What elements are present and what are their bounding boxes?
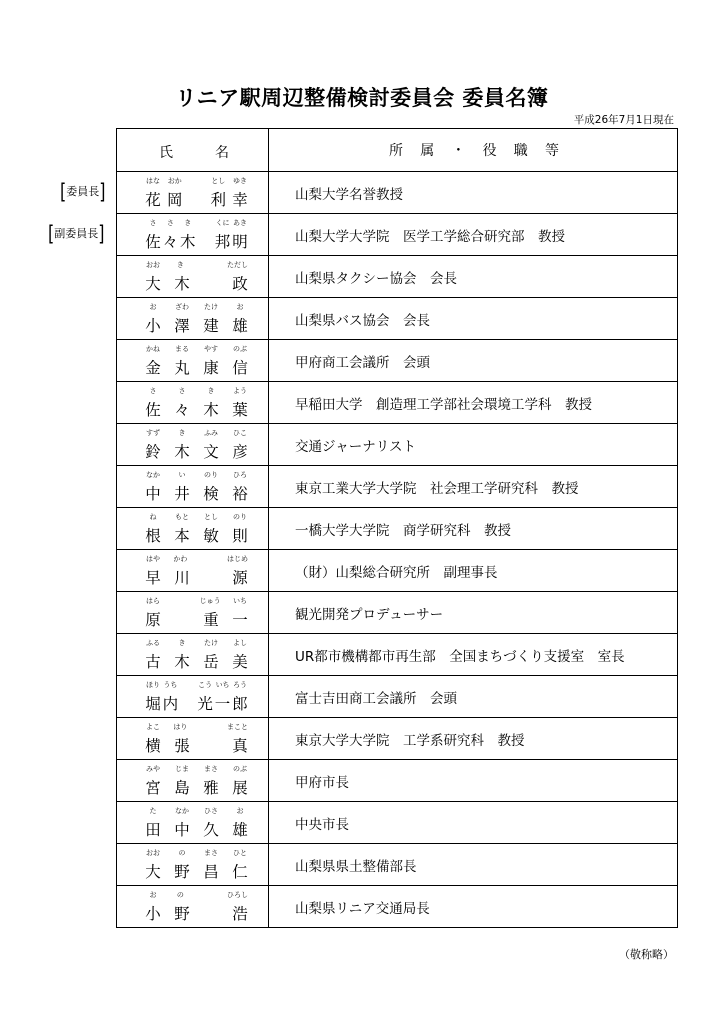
as-of-date: 平成26年7月1日現在 (573, 114, 674, 126)
reading-part: ね (149, 513, 157, 521)
name-char: 美 (232, 653, 248, 671)
name-reading (145, 681, 248, 689)
name-char: 田 (145, 821, 161, 839)
reading-part: すず (145, 429, 161, 437)
name-char (203, 570, 219, 586)
reading-part: とし (211, 177, 226, 185)
member-affiliation: 山梨大学名誉教授 (269, 172, 678, 214)
reading-part: ざわ (175, 303, 189, 311)
reading-part: はら (146, 597, 160, 605)
name-char: 幸 (232, 191, 248, 209)
name-char: 源 (232, 569, 248, 587)
name-char: 葉 (232, 401, 248, 419)
name-char: 利 (210, 191, 226, 209)
name-char: 裕 (232, 485, 248, 503)
reading-part: たけ (204, 639, 218, 647)
reading-part: のぶ (233, 345, 247, 353)
name-char: 根 (145, 527, 161, 545)
name-reading (145, 555, 248, 563)
reading-part: さ (149, 219, 157, 227)
member-affiliation: 中央市長 (269, 802, 678, 844)
reading-part: たけ (204, 303, 218, 311)
name-char: 光 (197, 695, 213, 713)
name-char: 井 (174, 485, 190, 503)
reading-part: ひろ (233, 471, 247, 479)
reading-part (200, 555, 216, 563)
member-affiliation: （財）山梨総合研究所 副理事長 (269, 550, 678, 592)
reading-part (200, 723, 216, 731)
member-name (145, 654, 248, 670)
name-reading (145, 177, 248, 185)
name-char: 鈴 (145, 443, 161, 461)
reading-part: かわ (173, 555, 188, 563)
reading-part: なか (175, 807, 189, 815)
name-reading (145, 387, 248, 395)
reading-part (189, 177, 205, 185)
reading-part: みや (146, 765, 160, 773)
reading-part: じゅう (199, 597, 221, 605)
member-name-cell (117, 256, 269, 298)
name-char: 佐 (145, 401, 161, 419)
roster-body (117, 172, 678, 928)
name-char (180, 696, 196, 712)
reading-part: ろう (232, 681, 247, 689)
name-char: 大 (145, 275, 161, 293)
reading-part: はな (146, 177, 160, 185)
table-row (117, 676, 678, 718)
table-row (117, 844, 678, 886)
name-reading (145, 723, 248, 731)
name-reading (145, 891, 248, 899)
reading-part: ひさ (204, 807, 218, 815)
table-row (117, 382, 678, 424)
name-char: 重 (203, 611, 219, 629)
name-reading (145, 597, 248, 605)
name-char: 浩 (232, 905, 248, 923)
name-char: 野 (174, 863, 190, 881)
name-reading (145, 849, 248, 857)
name-char: 仁 (232, 863, 248, 881)
name-char: 堀 (145, 695, 161, 713)
role-label: 副委員長 (54, 226, 99, 240)
reading-part: はじめ (226, 555, 248, 563)
name-char: 昌 (203, 863, 219, 881)
name-char: 張 (174, 737, 190, 755)
reading-part: お (236, 303, 244, 311)
member-affiliation: 山梨県タクシー協会 会長 (269, 256, 678, 298)
reading-part: まさ (204, 765, 218, 773)
member-name (145, 696, 248, 712)
table-row (117, 256, 678, 298)
reading-part: よう (233, 387, 247, 395)
name-column-header (117, 129, 269, 172)
reading-part: よこ (146, 723, 160, 731)
member-affiliation: 早稲田大学 創造理工学部社会環境工学科 教授 (269, 382, 678, 424)
reading-part: ひろし (226, 891, 248, 899)
role-label: 委員長 (66, 184, 100, 198)
member-name-cell (117, 214, 269, 256)
name-char: 信 (232, 359, 248, 377)
role-tag: [ 委員長 ] (60, 178, 106, 204)
member-name (145, 570, 248, 586)
reading-part: の (178, 849, 186, 857)
table-row (117, 466, 678, 508)
reading-part: さ (178, 387, 186, 395)
reading-part: はや (146, 555, 160, 563)
member-affiliation: 甲府市長 (269, 760, 678, 802)
member-name-cell (117, 886, 269, 928)
name-reading (145, 303, 248, 311)
member-name-cell (117, 508, 269, 550)
name-char: 大 (145, 863, 161, 881)
table-row (117, 802, 678, 844)
affiliation-column-header (269, 129, 678, 172)
member-name (145, 276, 248, 292)
name-char: 小 (145, 317, 161, 335)
name-char: 雄 (232, 821, 248, 839)
member-name-cell (117, 550, 269, 592)
reading-part: くに (215, 219, 230, 227)
reading-part: かね (146, 345, 160, 353)
member-affiliation: 交通ジャーナリスト (269, 424, 678, 466)
name-char: 久 (203, 821, 219, 839)
member-name (145, 486, 248, 502)
member-name (145, 864, 248, 880)
name-char: 中 (145, 485, 161, 503)
name-reading (145, 807, 248, 815)
member-name (145, 402, 248, 418)
member-name-cell (117, 760, 269, 802)
name-char: 木 (180, 233, 196, 251)
member-affiliation: 山梨県県土整備部長 (269, 844, 678, 886)
name-char: 明 (232, 233, 248, 251)
reading-part (197, 219, 213, 227)
aff-header-char: 属 (420, 143, 435, 159)
reading-part: いち (232, 597, 247, 605)
name-reading (145, 639, 248, 647)
name-char: 古 (145, 653, 161, 671)
reading-part: き (176, 261, 184, 269)
member-name (145, 822, 248, 838)
reading-part: じま (175, 765, 189, 773)
name-char: 雄 (232, 317, 248, 335)
name-char: 横 (145, 737, 161, 755)
name-char (203, 906, 219, 922)
table-row (117, 214, 678, 256)
name-reading (145, 429, 248, 437)
reading-part (200, 261, 216, 269)
reading-part (200, 891, 216, 899)
name-char: 小 (145, 905, 161, 923)
table-row (117, 550, 678, 592)
name-char: 野 (174, 905, 190, 923)
name-char: 真 (232, 737, 248, 755)
name-reading (145, 345, 248, 353)
member-name-cell (117, 382, 269, 424)
member-affiliation: 山梨県リニア交通局長 (269, 886, 678, 928)
reading-part: もと (175, 513, 189, 521)
name-char: 一 (232, 611, 248, 629)
member-name-cell (117, 592, 269, 634)
member-name-cell (117, 718, 269, 760)
name-char: 早 (145, 569, 161, 587)
reading-part: ほり (146, 681, 160, 689)
name-char: 本 (174, 527, 190, 545)
name-char: 邦 (214, 233, 231, 251)
member-affiliation: 甲府商工会議所 会頭 (269, 340, 678, 382)
reading-part: き (207, 387, 215, 395)
name-char: 検 (203, 485, 219, 503)
reading-part: ただし (226, 261, 248, 269)
aff-header-char: 役 (482, 143, 497, 159)
member-name-cell (117, 298, 269, 340)
name-char: 々 (162, 233, 179, 251)
name-char (197, 234, 213, 250)
name-char: 一 (214, 695, 231, 713)
member-name-cell (117, 340, 269, 382)
reading-part: よし (233, 639, 247, 647)
name-char: 木 (203, 401, 219, 419)
reading-part (180, 681, 196, 689)
reading-part: き (178, 639, 186, 647)
reading-part: ゆき (233, 177, 247, 185)
name-char: 佐 (145, 233, 161, 251)
member-name (145, 738, 248, 754)
name-char: 丸 (174, 359, 190, 377)
reading-part: おお (146, 849, 160, 857)
reading-part: のり (233, 513, 247, 521)
member-affiliation: 一橋大学大学院 商学研究科 教授 (269, 508, 678, 550)
name-char (189, 192, 205, 208)
name-char: 建 (203, 317, 219, 335)
name-char: 岳 (203, 653, 219, 671)
name-reading (145, 261, 248, 269)
member-affiliation: 富士吉田商工会議所 会頭 (269, 676, 678, 718)
member-affiliation: 東京大学大学院 工学系研究科 教授 (269, 718, 678, 760)
table-row (117, 634, 678, 676)
name-char: 郎 (232, 695, 248, 713)
name-char: 康 (203, 359, 219, 377)
name-reading (145, 471, 248, 479)
name-header-char-2: 名 (215, 145, 229, 161)
name-char: 島 (174, 779, 190, 797)
name-char: 澤 (174, 317, 190, 335)
reading-part: お (149, 303, 157, 311)
reading-part: やす (204, 345, 218, 353)
reading-part: はり (173, 723, 188, 731)
member-name (145, 528, 248, 544)
member-name (145, 192, 248, 208)
aff-header-char: 所 (389, 143, 403, 159)
name-reading (145, 513, 248, 521)
member-name (145, 612, 248, 628)
reading-part: なか (146, 471, 160, 479)
reading-part: ふる (146, 639, 160, 647)
member-name (145, 318, 248, 334)
member-affiliation: 山梨大学大学院 医学工学総合研究部 教授 (269, 214, 678, 256)
member-name-cell (117, 172, 269, 214)
name-char: 金 (145, 359, 161, 377)
member-name (145, 906, 248, 922)
name-char (174, 612, 190, 628)
member-name (145, 360, 248, 376)
name-char: 岡 (166, 191, 183, 209)
reading-part: のぶ (233, 765, 247, 773)
name-char: 宮 (145, 779, 161, 797)
member-name (145, 234, 248, 250)
table-row (117, 886, 678, 928)
name-char: 彦 (232, 443, 248, 461)
aff-header-char: 職 (513, 143, 528, 159)
reading-part: まこと (226, 723, 248, 731)
member-name-cell (117, 424, 269, 466)
reading-part: まる (175, 345, 189, 353)
reading-part: お (236, 807, 244, 815)
member-name (145, 780, 248, 796)
reading-part: た (149, 807, 157, 815)
name-char: 内 (162, 695, 179, 713)
reading-part: い (178, 471, 186, 479)
reading-part: ふみ (204, 429, 218, 437)
name-char: 中 (174, 821, 190, 839)
reading-part: いち (215, 681, 230, 689)
reading-part: ひこ (233, 429, 247, 437)
member-name-cell (117, 844, 269, 886)
reading-part: さ (149, 387, 157, 395)
name-char: 々 (174, 401, 190, 419)
name-char: 木 (174, 275, 190, 293)
reading-part: おか (167, 177, 182, 185)
name-char: 敏 (203, 527, 219, 545)
reading-part: き (184, 219, 192, 227)
name-char (203, 276, 219, 292)
reading-part: き (178, 429, 186, 437)
table-row (117, 718, 678, 760)
reading-part (172, 597, 188, 605)
document-title: リニア駅周辺整備検討委員会 委員名簿 (175, 86, 549, 110)
reading-part: ひと (233, 849, 247, 857)
name-char: 文 (203, 443, 219, 461)
name-reading (145, 219, 248, 227)
honorifics-omitted-note: （敬称略） (619, 948, 674, 961)
member-name-cell (117, 802, 269, 844)
name-char: 則 (232, 527, 248, 545)
reading-part: まさ (204, 849, 218, 857)
name-char: 木 (174, 653, 190, 671)
member-name-cell (117, 676, 269, 718)
name-reading (145, 765, 248, 773)
member-roster-table (116, 128, 678, 928)
member-affiliation: 東京工業大学大学院 社会理工学研究科 教授 (269, 466, 678, 508)
member-affiliation: UR都市機構都市再生部 全国まちづくり支援室 室長 (269, 634, 678, 676)
reading-part: こう (198, 681, 213, 689)
table-row (117, 424, 678, 466)
reading-part: うち (163, 681, 178, 689)
aff-header-char: ・ (451, 143, 466, 159)
name-char (203, 738, 219, 754)
name-header-char-1: 氏 (159, 145, 173, 161)
reading-part: お (149, 891, 157, 899)
name-char: 政 (232, 275, 248, 293)
name-char: 花 (145, 191, 161, 209)
reading-part: の (176, 891, 184, 899)
reading-part: あき (232, 219, 247, 227)
reading-part: さ (166, 219, 174, 227)
role-tag: [ 副委員長 ] (48, 220, 105, 246)
member-affiliation: 山梨県バス協会 会長 (269, 298, 678, 340)
name-char: 川 (174, 569, 190, 587)
member-name-cell (117, 466, 269, 508)
name-char: 原 (145, 611, 161, 629)
table-header-row (117, 129, 678, 172)
table-row (117, 340, 678, 382)
table-row (117, 508, 678, 550)
member-name-cell (117, 634, 269, 676)
name-char: 展 (232, 779, 248, 797)
name-char: 雅 (203, 779, 219, 797)
aff-header-char: 等 (544, 143, 559, 159)
table-row (117, 172, 678, 214)
member-name (145, 444, 248, 460)
table-row (117, 592, 678, 634)
reading-part: おお (146, 261, 160, 269)
reading-part: のり (204, 471, 218, 479)
reading-part: とし (204, 513, 218, 521)
member-affiliation: 観光開発プロデューサー (269, 592, 678, 634)
table-row (117, 760, 678, 802)
name-char: 木 (174, 443, 190, 461)
table-row (117, 298, 678, 340)
